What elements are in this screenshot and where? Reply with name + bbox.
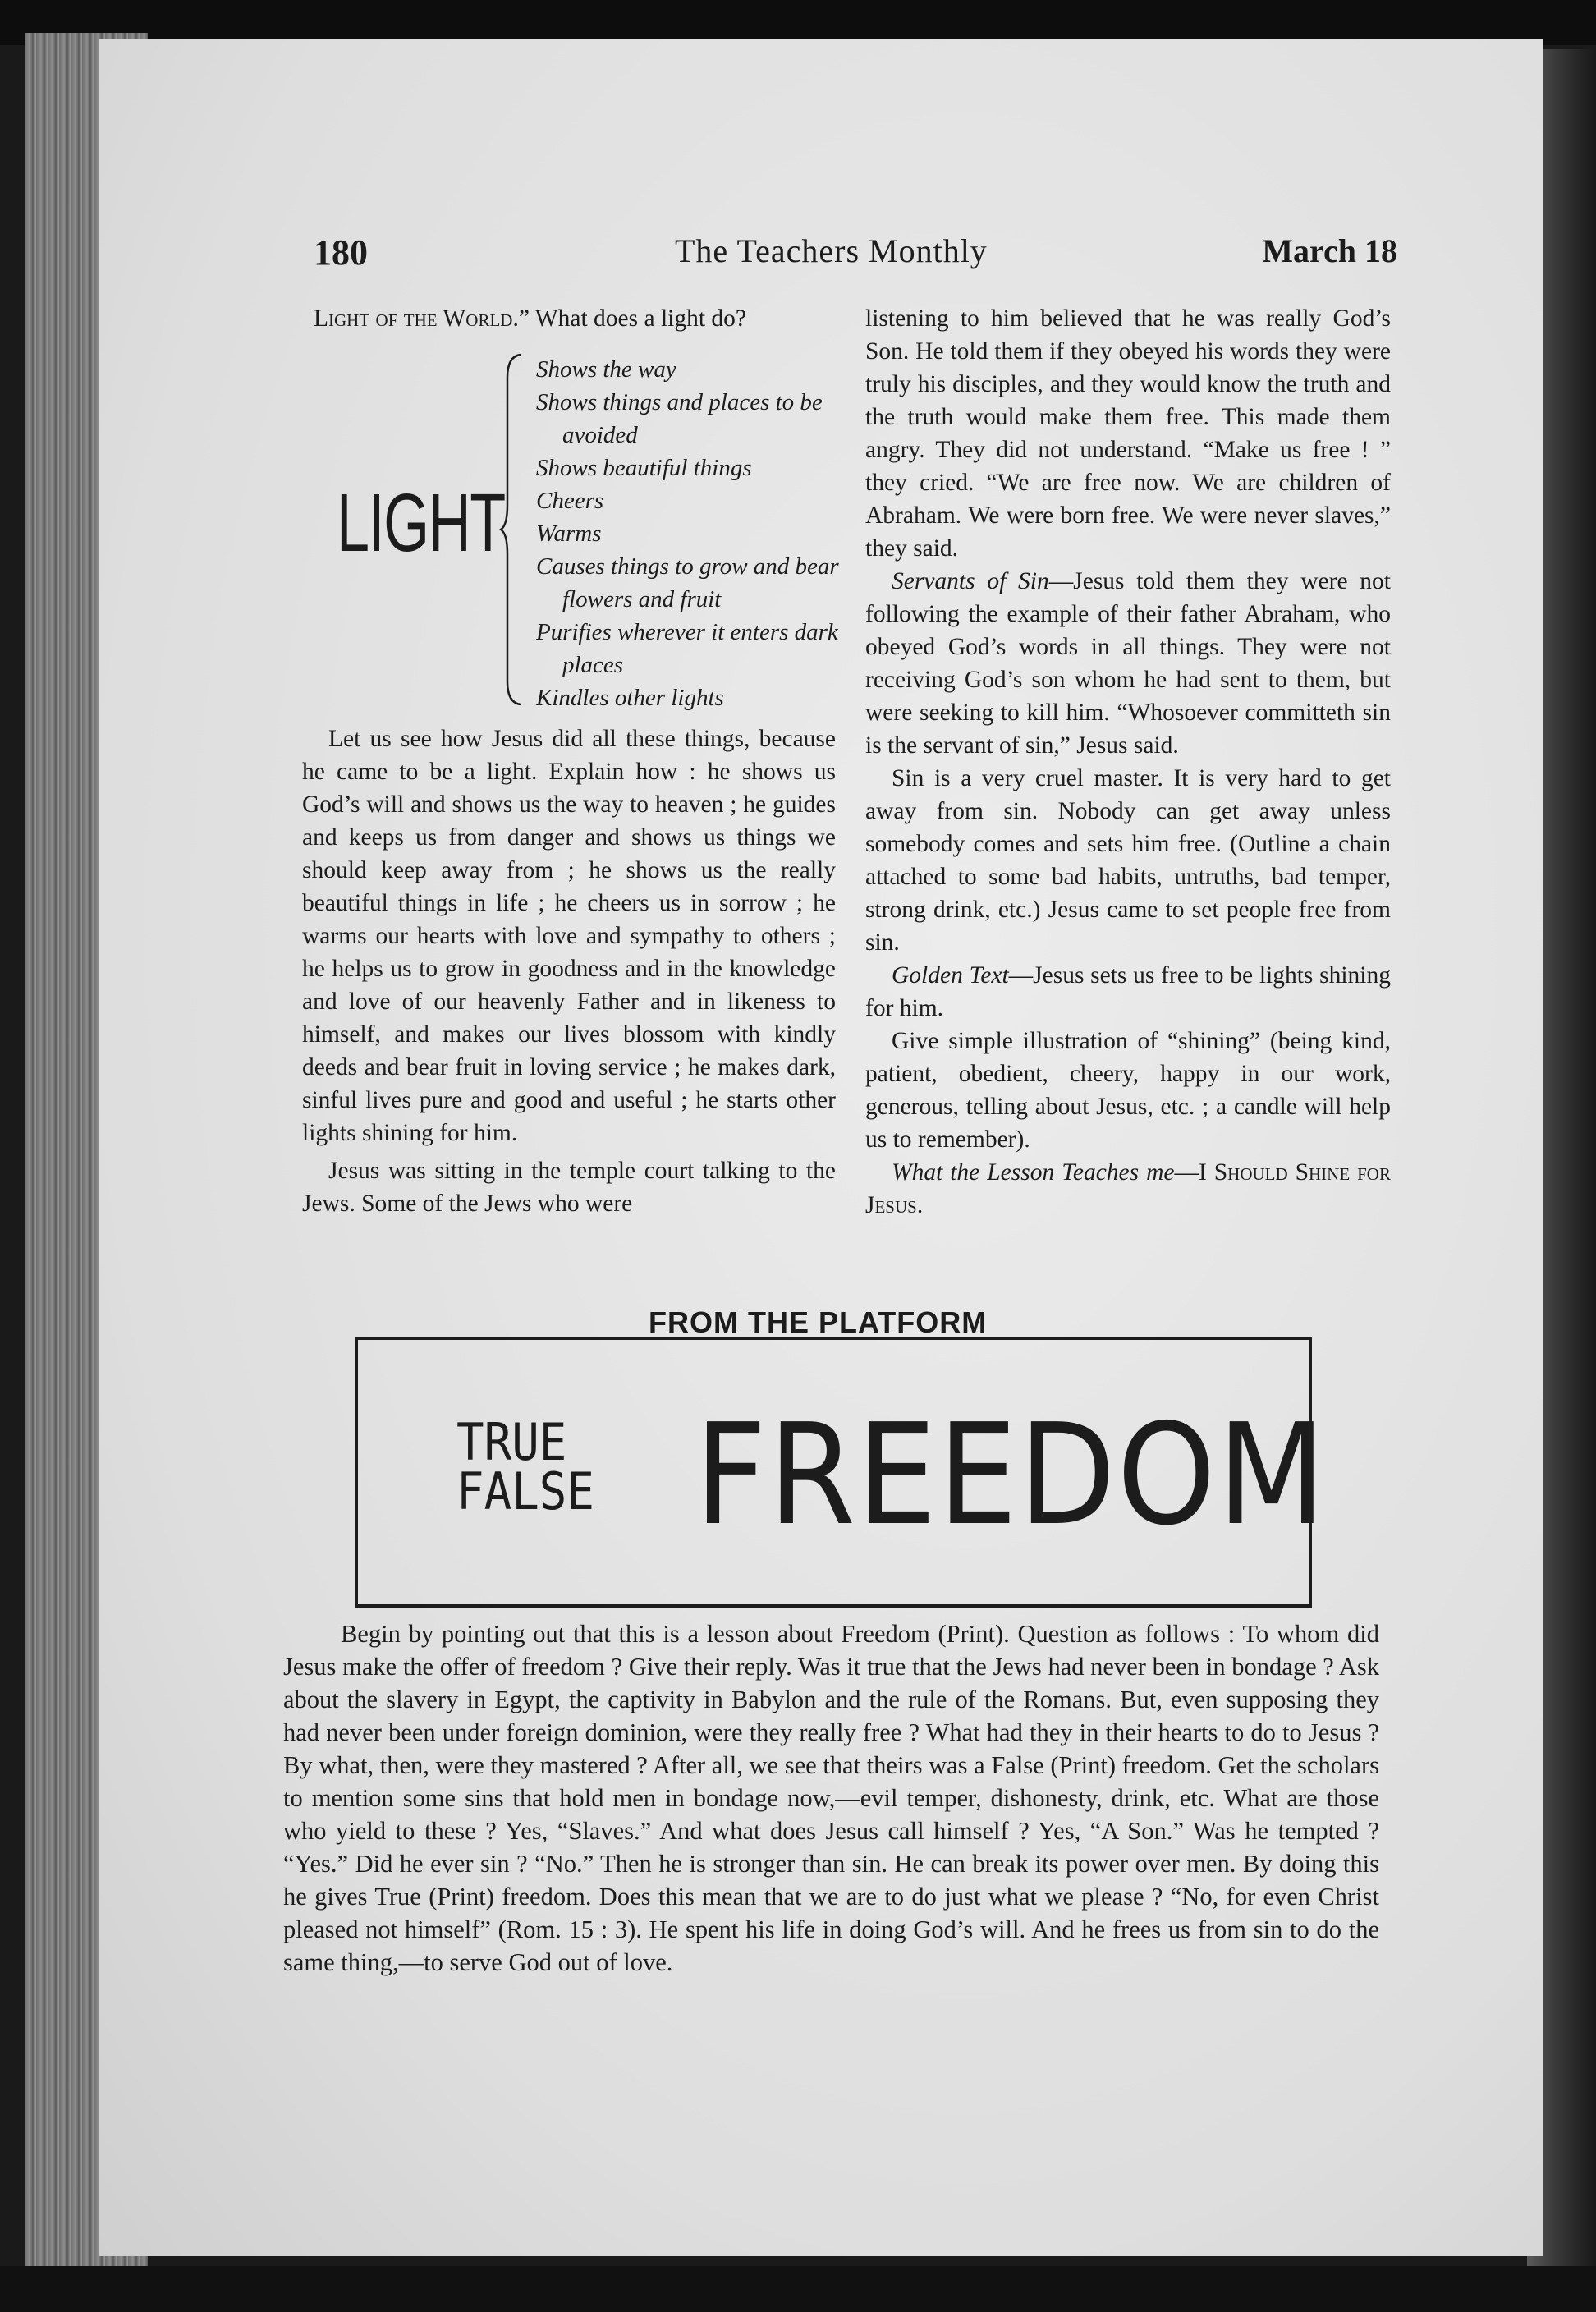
paragraph: What the Lesson Teaches me—I Should Shine for Jesus. bbox=[865, 1159, 1391, 1218]
scan-border-top bbox=[0, 0, 1596, 45]
freedom-word: FREEDOM bbox=[695, 1394, 1328, 1557]
platform-explanation bbox=[283, 1617, 1379, 1979]
servants-label: Servants of Sin bbox=[892, 568, 1049, 594]
platform-heading: FROM THE PLATFORM bbox=[649, 1305, 988, 1339]
page-header bbox=[314, 232, 1397, 281]
light-item: Causes things to grow and bear flowers and fruit bbox=[536, 553, 839, 612]
light-item: Kindles other lights bbox=[536, 685, 724, 711]
golden-text-label: Golden Text bbox=[892, 962, 1009, 989]
running-title: The Teachers Monthly bbox=[675, 232, 988, 269]
scan-border-bottom bbox=[0, 2266, 1596, 2312]
paragraph: Sin is a very cruel master. It is very hard to get away from sin. Nobody can get away unless somebody comes and sets him free. (Outline a chain attached to some bad habits, untruths, bad temper, strong drink, etc.) Jesus came to set people free from sin. bbox=[865, 765, 1391, 956]
paragraph: Begin by pointing out that this is a lesson about Freedom (Print). Question as follows : To whom did Jesus make the offer of freedom ? Give their reply. Was it true that the Jews had never been in bondage ? Ask about the slavery in Egypt, the captivity in Babylon and the rule of the Romans. But, even supposing they had never been under foreign dominion, were they really free ? What had they in their hearts to do to Jesus ? By what, then, were they mastered ? After all, we see that theirs was a False (Print) freedom. Get the scholars to mention some sins that hold men in bondage now,—evil temper, dishonesty, drink, etc. What are those who yield to these ? Yes, “Slaves.” And what does Jesus call himself ? Yes, “A Son.” Was he tempted ? “Yes.” Did he ever sin ? “No.” Then he is stronger than sin. He can break its power over men. By doing this he gives True (Print) freedom. Does this mean that we are to do just what we please ? “No, for even Christ pleased not himself” (Rom. 15 : 3). He spent his life in doing God’s will. And he frees us from sin to do the same thing,—to serve God out of love. bbox=[283, 1620, 1379, 1976]
paragraph: Give simple illustration of “shining” (being kind, patient, obedient, cheery, happy in our work, generous, telling about Jesus, etc. ; a candle will help us to remember). bbox=[865, 1028, 1391, 1153]
false-word: FALSE bbox=[456, 1461, 594, 1521]
left-column-body bbox=[302, 722, 836, 1220]
light-of-world-text: Light of the World. bbox=[314, 305, 519, 332]
right-column bbox=[865, 302, 1391, 1222]
platform-blackboard bbox=[355, 1337, 1328, 1608]
light-list bbox=[536, 353, 848, 714]
lesson-date: March 18 bbox=[1262, 232, 1397, 269]
paragraph: Servants of Sin—Jesus told them they were not following the example of their father Abraham, who obeyed God’s words in all things. They were not receiving God’s son whom he had sent to them, but were seeking to kill him. “Whosoever committeth sin is the servant of sin,” Jesus said. bbox=[865, 568, 1391, 759]
light-heading: LIGHT bbox=[337, 477, 505, 569]
curly-brace-icon bbox=[499, 353, 524, 706]
light-item: Cheers bbox=[536, 488, 604, 514]
light-item: Shows the way bbox=[536, 356, 676, 383]
paragraph: Golden Text—Jesus sets us free to be lights shining for him. bbox=[865, 962, 1391, 1021]
paragraph: Jesus was sitting in the temple court talking to the Jews. Some of the Jews who were bbox=[302, 1158, 836, 1217]
lesson-teaches-label: What the Lesson Teaches me bbox=[892, 1159, 1175, 1186]
light-item: Warms bbox=[536, 521, 602, 547]
true-false-stack bbox=[456, 1412, 594, 1521]
paragraph: Let us see how Jesus did all these things, because he came to be a light. Explain how : he shows us God’s will and shows us the way to heaven ; he guides and keeps us from danger and shows us things we should keep away from ; he shows us the really beautiful things in life ; he cheers us in sorrow ; he warms our hearts with love and sympathy to others ; he helps us to grow in goodness and in the knowledge and love of our heavenly Father and in likeness to himself, and makes our lives blossom with kindly deeds and bear fruit in loving service ; he makes dark, sinful lives pure and good and useful ; he starts other lights shining for him. bbox=[302, 726, 836, 1146]
left-column-intro bbox=[314, 302, 839, 335]
light-item: Shows things and places to be avoided bbox=[536, 389, 823, 448]
true-word: TRUE bbox=[456, 1412, 567, 1472]
light-item: Shows beautiful things bbox=[536, 455, 752, 481]
page-number: 180 bbox=[314, 232, 368, 273]
intro-question: ” What does a light do? bbox=[518, 305, 746, 332]
light-item: Purifies wherever it enters dark places bbox=[536, 619, 838, 678]
paragraph: listening to him believed that he was really God’s Son. He told them if they obeyed his words they were truly his disciples, and they would know the truth and the truth would make them free. This made them angry. They did not understand. “Make us free ! ” they cried. “We are free now. We are children of Abraham. We were born free. We were never slaves,” they said. bbox=[865, 305, 1391, 562]
light-diagram bbox=[337, 353, 846, 714]
